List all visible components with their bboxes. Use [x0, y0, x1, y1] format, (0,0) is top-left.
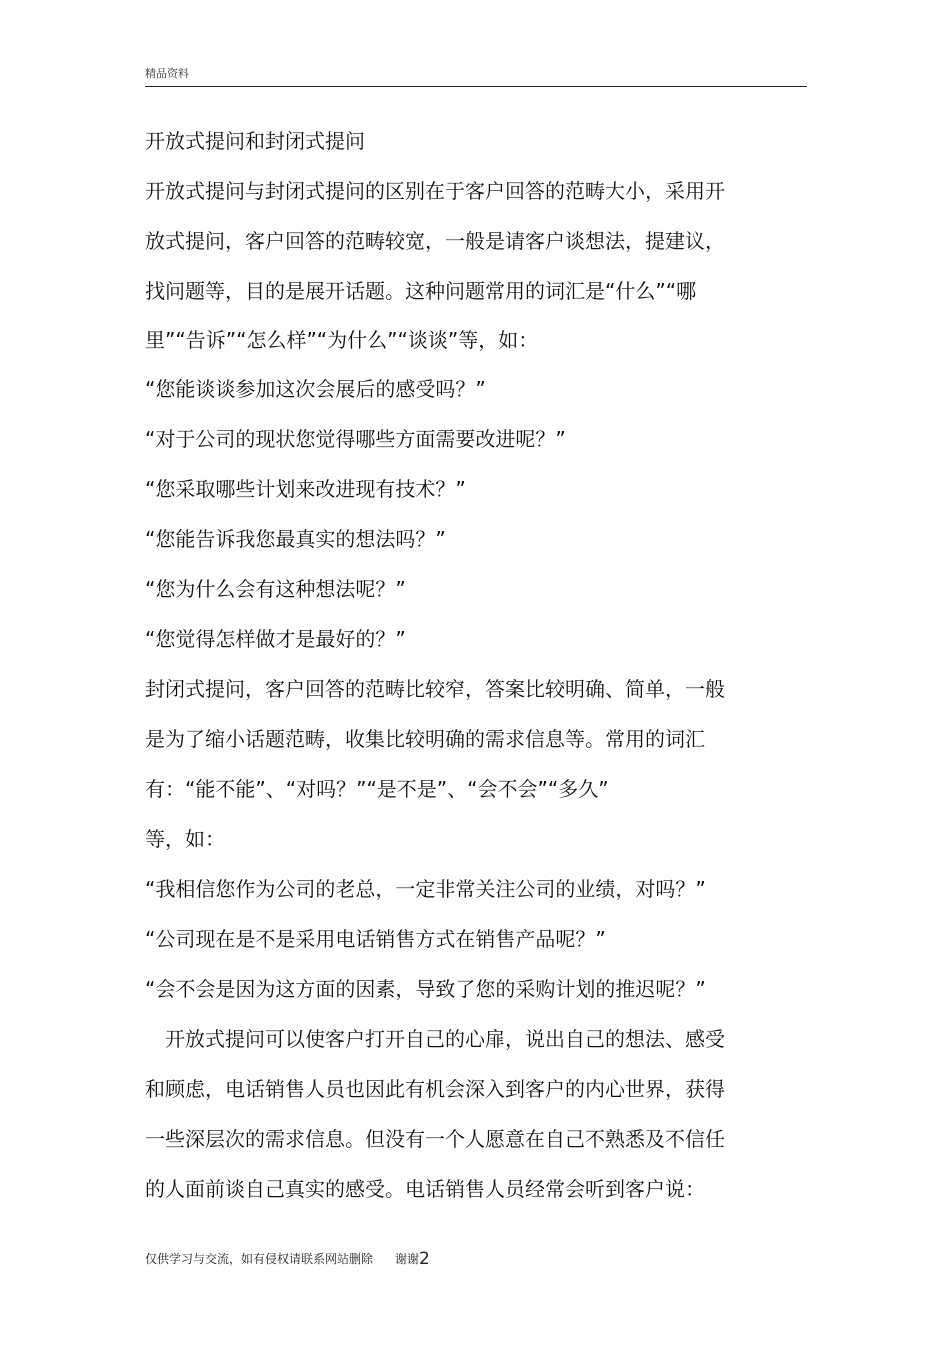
body-line: 开放式提问可以使客户打开自己的心扉，说出自己的想法、感受	[145, 1027, 725, 1051]
footer-notice: 仅供学习与交流，如有侵权请联系网站删除	[145, 1252, 374, 1266]
body-line: 里”“告诉”“怎么样”“为什么”“谈谈”等，如：	[145, 328, 539, 352]
body-line: 等，如：	[145, 827, 225, 851]
page-number: 2	[419, 1249, 430, 1269]
body-line: “您为什么会有这种想法呢？”	[145, 577, 406, 601]
body-line: 有：“能不能”、“对吗？”“是不是”、“会不会”“多久”	[145, 777, 609, 801]
body-line: 放式提问，客户回答的范畴较宽，一般是请客户谈想法，提建议，	[145, 229, 725, 253]
body-line: 一些深层次的需求信息。但没有一个人愿意在自己不熟悉及不信任	[145, 1127, 725, 1151]
body-line: 和顾虑，电话销售人员也因此有机会深入到客户的内心世界，获得	[145, 1077, 725, 1101]
header-label: 精品资料	[145, 67, 189, 80]
body-line: “公司现在是不是采用电话销售方式在销售产品呢？”	[145, 927, 606, 951]
body-line: “您能谈谈参加这次会展后的感受吗？”	[145, 377, 486, 401]
footer-thanks: 谢谢	[395, 1252, 420, 1266]
body-line: “我相信您作为公司的老总，一定非常关注公司的业绩，对吗？”	[145, 877, 706, 901]
body-line: “您能告诉我您最真实的想法吗？”	[145, 527, 446, 551]
body-line: “您觉得怎样做才是最好的？”	[145, 627, 406, 651]
body-line: 开放式提问与封闭式提问的区别在于客户回答的范畴大小，采用开	[145, 179, 725, 203]
body-line: “对于公司的现状您觉得哪些方面需要改进呢？”	[145, 427, 566, 451]
page-header	[145, 66, 807, 87]
body-line: 是为了缩小话题范畴，收集比较明确的需求信息等。常用的词汇	[145, 727, 705, 751]
body-line: “您采取哪些计划来改进现有技术？”	[145, 477, 466, 501]
body-line: 找问题等，目的是展开话题。这种问题常用的词汇是“什么”“哪	[145, 279, 697, 303]
body-line: “会不会是因为这方面的因素，导致了您的采购计划的推迟呢？”	[145, 977, 706, 1001]
document-title: 开放式提问和封闭式提问	[145, 129, 365, 153]
body-line: 封闭式提问，客户回答的范畴比较窄，答案比较明确、简单，一般	[145, 677, 725, 701]
page-footer	[145, 1250, 430, 1268]
body-line: 的人面前谈自己真实的感受。电话销售人员经常会听到客户说：	[145, 1177, 705, 1201]
